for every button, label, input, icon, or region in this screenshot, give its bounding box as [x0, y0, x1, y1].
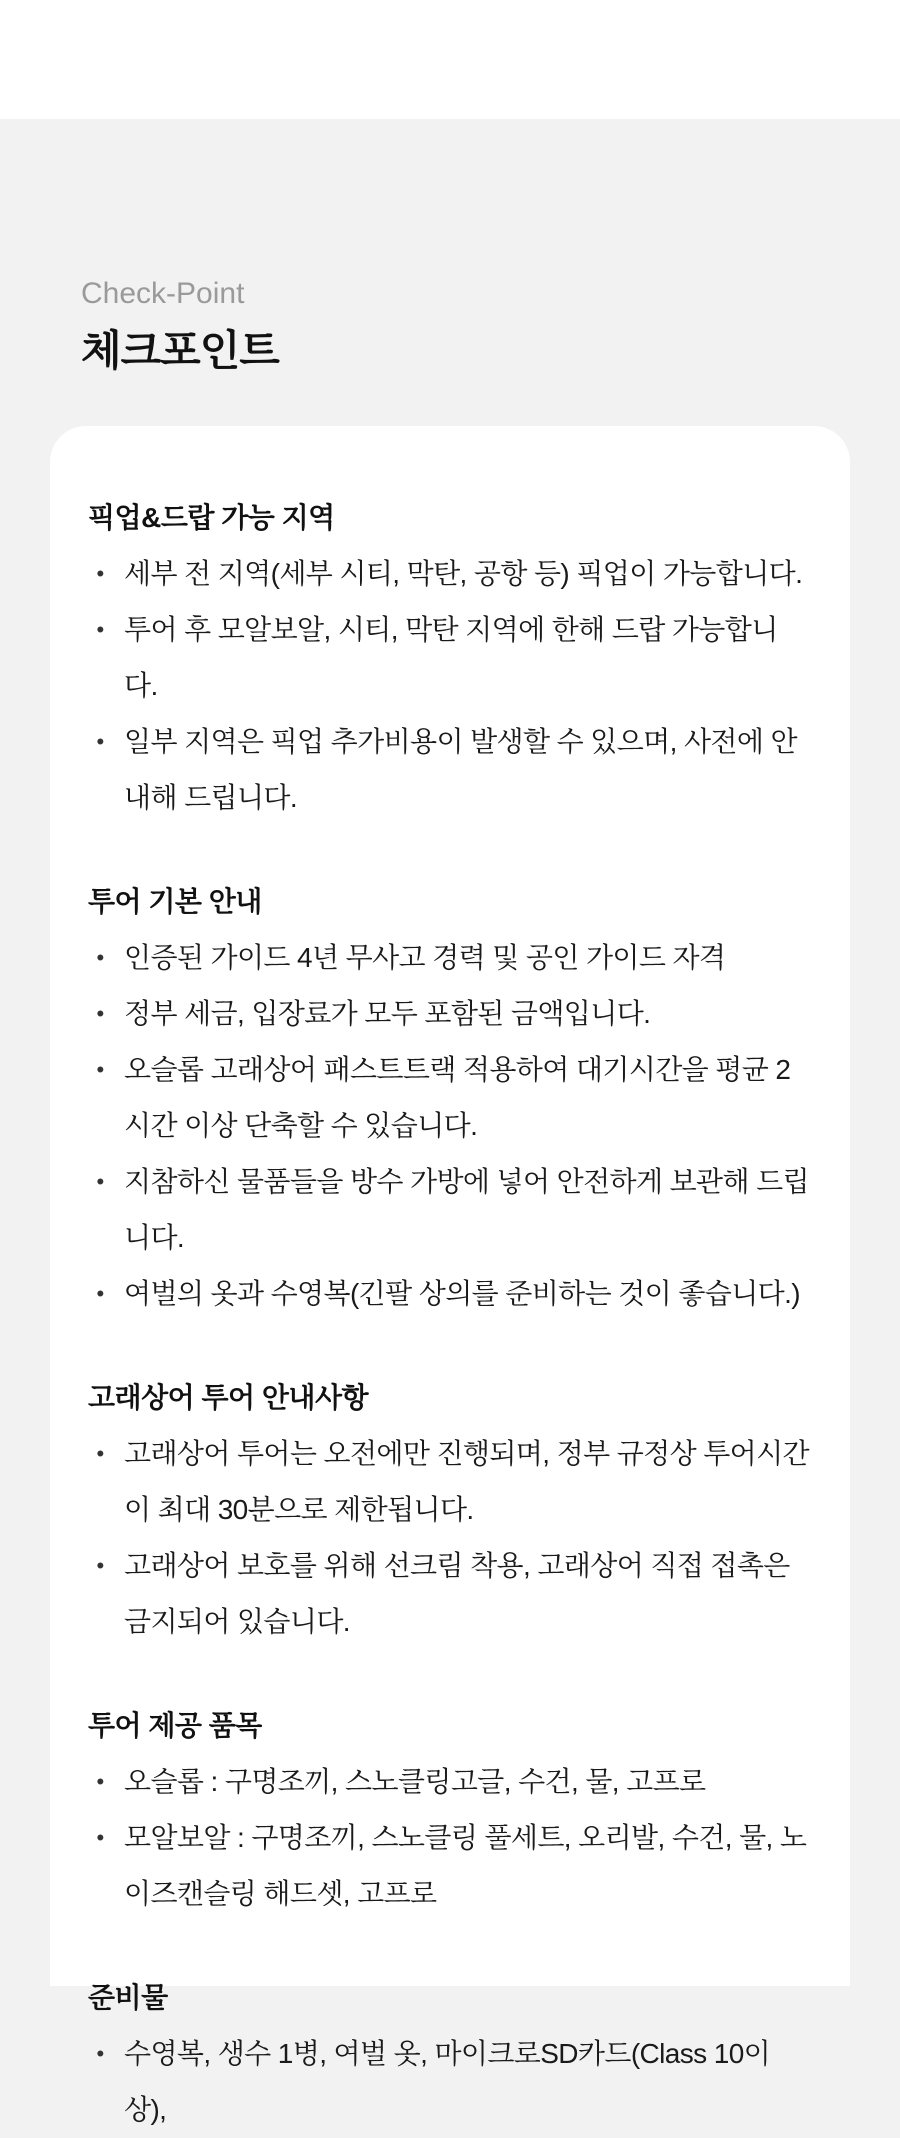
item-text: 오슬롭 고래상어 패스트트랙 적용하여 대기시간을 평균 2시간 이상 단축할 수 있습니다.: [124, 1054, 791, 1141]
group-title: 준비물: [88, 1982, 168, 2013]
group-tour-basics: [88, 882, 810, 1322]
checkpoint-section: [0, 119, 900, 2125]
item-list: [88, 930, 810, 1322]
item-text: 여벌의 옷과 수영복(긴팔 상의를 준비하는 것이 좋습니다.): [124, 1278, 801, 1309]
item-text: 고래상어 보호를 위해 선크림 착용, 고래상어 직접 접촉은 금지되어 있습니다.: [124, 1550, 790, 1637]
item-list: [88, 546, 810, 826]
list-item: [88, 1154, 810, 1266]
item-text: 고래상어 투어는 오전에만 진행되며, 정부 규정상 투어시간이 최대 30분으로 제한됩니다.: [124, 1438, 810, 1525]
group-pickup-drop: [88, 498, 810, 826]
bullet-icon: •: [96, 1441, 104, 1466]
item-text: 수영복, 생수 1병, 여벌 옷, 마이크로SD카드(Class 10이상),: [124, 2038, 771, 2125]
group-title: 고래상어 투어 안내사항: [88, 1382, 369, 1413]
bullet-icon: •: [96, 1169, 104, 1194]
list-item: [88, 1266, 810, 1322]
list-item: [88, 714, 810, 826]
item-text: 일부 지역은 픽업 추가비용이 발생할 수 있으며, 사전에 안내해 드립니다.: [124, 726, 797, 813]
item-text: 지참하신 물품들을 방수 가방에 넣어 안전하게 보관해 드립니다.: [124, 1166, 810, 1253]
item-text: 모알보알 : 구명조끼, 스노클링 풀세트, 오리발, 수건, 물, 노이즈캔슬링 해드셋, 고프로: [124, 1822, 807, 1909]
list-item: [88, 1810, 810, 1922]
bullet-icon: •: [96, 945, 104, 970]
list-item: [88, 1426, 810, 1538]
item-text: 인증된 가이드 4년 무사고 경력 및 공인 가이드 자격: [124, 942, 726, 973]
bullet-icon: •: [96, 1769, 104, 1794]
item-text: 투어 후 모알보알, 시티, 막탄 지역에 한해 드랍 가능합니다.: [124, 614, 778, 701]
section-title: 체크포인트: [81, 327, 279, 374]
bullet-icon: •: [96, 2041, 104, 2066]
bullet-icon: •: [96, 561, 104, 586]
bullet-icon: •: [96, 729, 104, 754]
list-item: [88, 930, 810, 986]
bullet-icon: •: [96, 1281, 104, 1306]
list-item: [88, 546, 810, 602]
group-whale-shark-notice: [88, 1378, 810, 1650]
bullet-icon: •: [96, 617, 104, 642]
item-list: [88, 1754, 810, 1922]
list-item: [88, 1754, 810, 1810]
list-item: [88, 1538, 810, 1650]
section-eyebrow: Check-Point: [81, 277, 245, 310]
checkpoint-card: [50, 426, 850, 2125]
item-text: 오슬롭 : 구명조끼, 스노클링고글, 수건, 물, 고프로: [124, 1766, 706, 1797]
item-text: 정부 세금, 입장료가 모두 포함된 금액입니다.: [124, 998, 651, 1029]
item-text: 세부 전 지역(세부 시티, 막탄, 공항 등) 픽업이 가능합니다.: [124, 558, 803, 589]
list-item: [88, 2026, 810, 2138]
bullet-icon: •: [96, 1057, 104, 1082]
bullet-icon: •: [96, 1553, 104, 1578]
item-list: [88, 1426, 810, 1650]
group-title: 픽업&드랍 가능 지역: [88, 502, 335, 533]
group-preparations: [88, 1978, 810, 2138]
list-item: [88, 1042, 810, 1154]
list-item: [88, 602, 810, 714]
group-provided-items: [88, 1706, 810, 1922]
bullet-icon: •: [96, 1825, 104, 1850]
item-list: [88, 2026, 810, 2138]
group-title: 투어 제공 품목: [88, 1710, 262, 1741]
top-bar: [0, 0, 900, 119]
group-title: 투어 기본 안내: [88, 886, 262, 917]
list-item: [88, 986, 810, 1042]
bullet-icon: •: [96, 1001, 104, 1026]
